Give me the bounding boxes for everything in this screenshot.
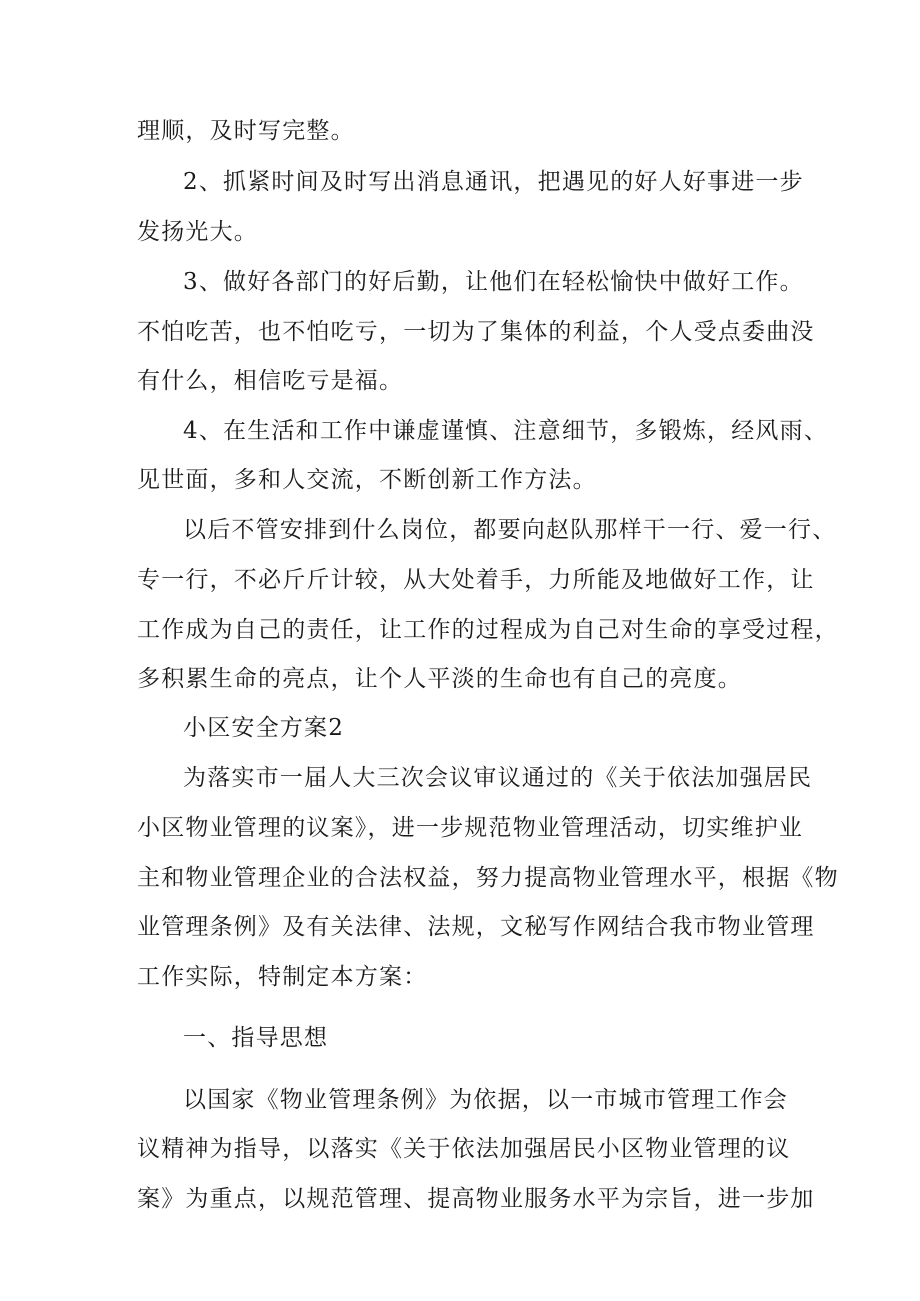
text-line: 2、抓紧时间及时写出消息通讯，把遇见的好人好事进一步: [183, 169, 804, 195]
text-line: 不怕吃苦，也不怕吃亏，一切为了集体的利益，个人受点委曲没: [137, 319, 815, 345]
text-line: 多积累生命的亮点，让个人平淡的生命也有自己的亮度。: [137, 666, 742, 692]
text-line: 专一行，不必斤斤计较，从大处着手，力所能及地做好工作，让: [137, 567, 815, 593]
text-line: 主和物业管理企业的合法权益，努力提高物业管理水平，根据《物: [137, 865, 839, 891]
text-line: 工作实际，特制定本方案：: [137, 964, 428, 990]
text-line: 议精神为指导，以落实《关于依法加强居民小区物业管理的议: [137, 1136, 791, 1162]
text-line: 3、做好各部门的好后勤，让他们在轻松愉快中做好工作。: [183, 269, 804, 295]
section-heading: 一、指导思想: [183, 1025, 329, 1051]
section-title: 小区安全方案2: [183, 715, 345, 741]
text-line: 发扬光大。: [137, 219, 258, 245]
text-line: 4、在生活和工作中谦虚谨慎、注意细节，多锻炼，经风雨、: [183, 418, 829, 444]
text-line: 为落实市一届人大三次会议审议通过的《关于依法加强居民: [183, 765, 813, 791]
text-line: 案》为重点，以规范管理、提高物业服务水平为宗旨，进一步加: [137, 1186, 815, 1212]
text-line: 以后不管安排到什么岗位，都要向赵队那样干一行、爱一行、: [183, 517, 837, 543]
text-line: 工作成为自己的责任，让工作的过程成为自己对生命的享受过程，: [137, 617, 839, 643]
text-line: 以国家《物业管理条例》为依据，以一市城市管理工作会: [183, 1087, 788, 1113]
text-line: 理顺，及时写完整。: [137, 118, 355, 144]
text-line: 见世面，多和人交流，不断创新工作方法。: [137, 467, 597, 493]
text-line: 有什么，相信吃亏是福。: [137, 368, 404, 394]
text-line: 小区物业管理的议案》，进一步规范物业管理活动，切实维护业: [137, 815, 804, 841]
text-line: 业管理条例》及有关法律、法规，文秘写作网结合我市物业管理: [137, 914, 815, 940]
